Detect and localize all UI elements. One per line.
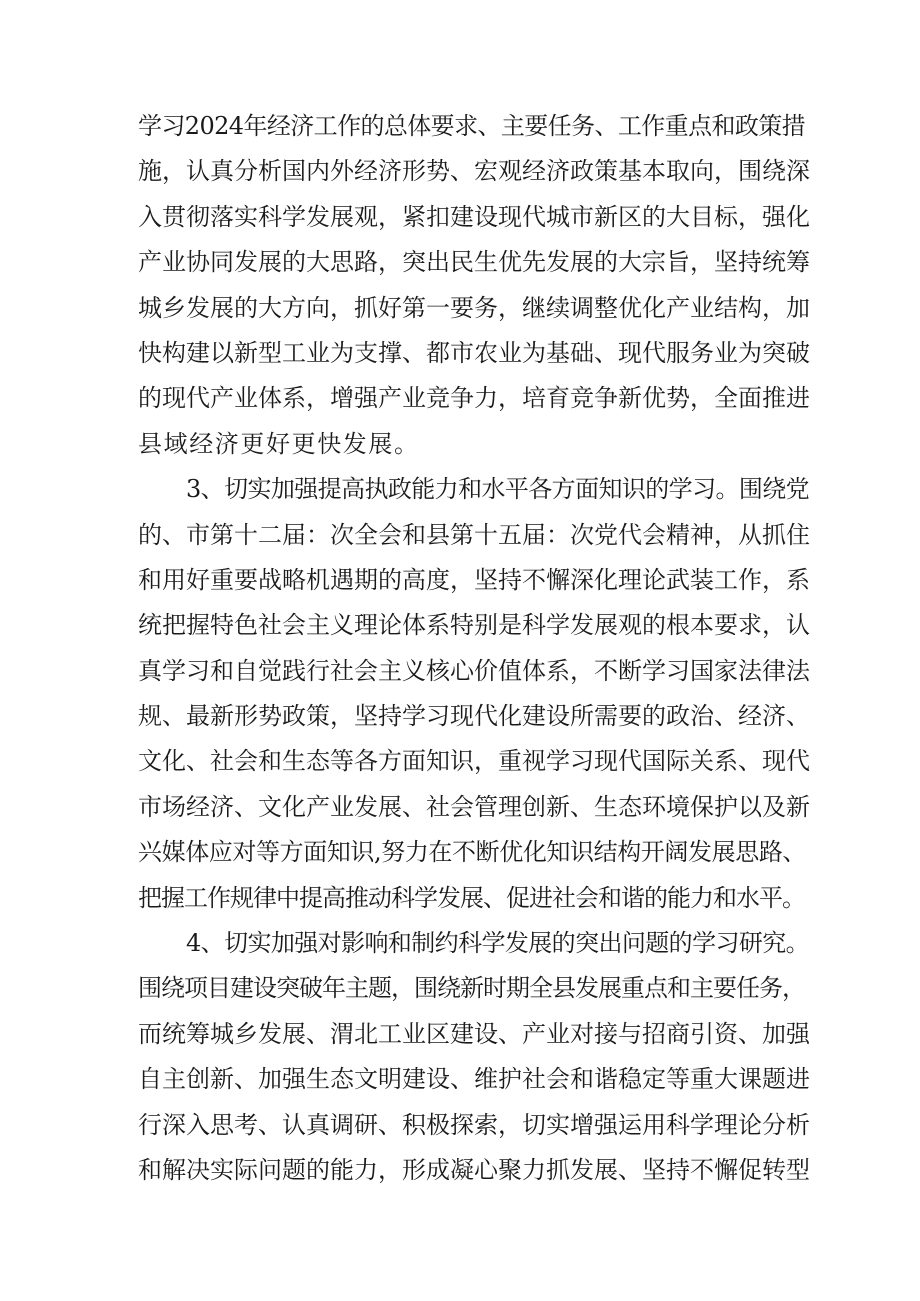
text-line: 的现代产业体系，增强产业竞争力，培育竞争新优势，全面推进 [138, 384, 810, 413]
text-line: 学习2024年经济工作的总体要求、主要任务、工作重点和政策措 [138, 112, 806, 140]
text-line: 县域经济更好更快发展。 [138, 429, 420, 458]
text-line: 兴媒体应对等方面知识,努力在不断优化知识结构开阔发展思路、 [138, 838, 807, 867]
text-line: 4、切实加强对影响和制约科学发展的突出问题的学习研究。 [186, 929, 810, 958]
paragraph-key-issues-research [138, 921, 810, 1193]
text-line: 而统筹城乡发展、渭北工业区建设、产业对接与招商引资、加强 [138, 1019, 810, 1048]
paragraph-economic-work [138, 104, 810, 467]
text-line: 3、切实加强提高执政能力和水平各方面知识的学习。围绕党 [186, 475, 810, 504]
text-line: 快构建以新型工业为支撑、都市农业为基础、现代服务业为突破 [138, 338, 810, 367]
text-line: 把握工作规律中提高推动科学发展、促进社会和谐的能力和水平。 [138, 883, 805, 912]
paragraph-governance-knowledge [138, 467, 810, 921]
text-line: 城乡发展的大方向，抓好第一要务，继续调整优化产业结构，加 [138, 293, 810, 322]
text-line: 市场经济、文化产业发展、社会管理创新、生态环境保护以及新 [138, 792, 810, 821]
text-line: 产业协同发展的大思路，突出民生优先发展的大宗旨，坚持统筹 [138, 248, 810, 277]
text-line: 统把握特色社会主义理论体系特别是科学发展观的根本要求，认 [138, 611, 810, 640]
text-line: 和用好重要战略机遇期的高度，坚持不懈深化理论武装工作，系 [138, 565, 810, 594]
text-line: 行深入思考、认真调研、积极探索，切实增强运用科学理论分析 [138, 1110, 810, 1139]
text-line: 文化、社会和生态等各方面知识，重视学习现代国际关系、现代 [138, 747, 810, 776]
text-line: 规、最新形势政策，坚持学习现代化建设所需要的政治、经济、 [138, 702, 810, 731]
text-line: 围绕项目建设突破年主题，围绕新时期全县发展重点和主要任务， [138, 974, 805, 1003]
text-line: 自主创新、加强生态文明建设、维护社会和谐稳定等重大课题进 [138, 1065, 810, 1094]
text-line: 施，认真分析国内外经济形势、宏观经济政策基本取向，围绕深 [138, 157, 810, 186]
text-line: 和解决实际问题的能力，形成凝心聚力抓发展、坚持不懈促转型 [138, 1155, 810, 1184]
text-line: 的、市第十二届：次全会和县第十五届：次党代会精神，从抓住 [138, 520, 810, 549]
text-line: 入贯彻落实科学发展观，紧扣建设现代城市新区的大目标，强化 [138, 202, 810, 231]
document-body [138, 104, 810, 1193]
text-line: 真学习和自觉践行社会主义核心价值体系，不断学习国家法律法 [138, 656, 810, 685]
